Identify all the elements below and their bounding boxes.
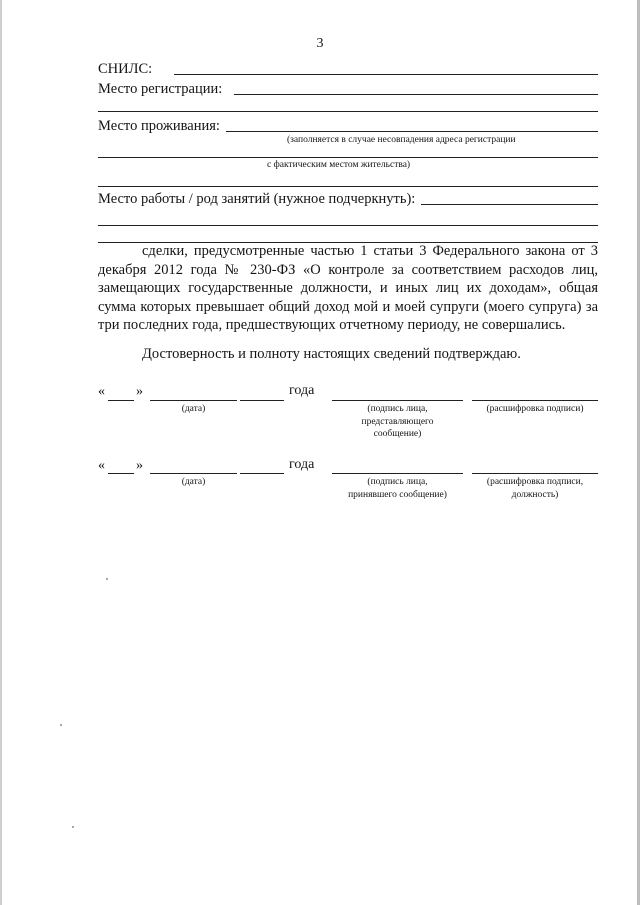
residence-field[interactable] <box>226 117 598 132</box>
snils-row <box>98 60 598 77</box>
work-field[interactable] <box>421 190 598 205</box>
snils-label: СНИЛС: <box>98 61 153 77</box>
signature-decode-field[interactable] <box>472 473 598 474</box>
month-field[interactable] <box>150 473 237 474</box>
signature-field[interactable] <box>332 473 463 474</box>
date-quote-open: « <box>98 458 105 473</box>
day-field[interactable] <box>108 400 134 401</box>
signature-decode-field[interactable] <box>472 400 598 401</box>
snils-field[interactable] <box>174 60 598 75</box>
date-quote-close: » <box>136 458 143 473</box>
residence-note-1: (заполняется в случае несовпадения адреса регистрации <box>287 135 516 145</box>
year-word: года <box>289 457 315 472</box>
page-number: 3 <box>316 36 324 51</box>
work-field-line-2[interactable] <box>98 225 598 226</box>
work-label: Место работы / род занятий (нужное подчеркнуть): <box>98 191 416 207</box>
decode-caption: (расшифровка подписи) <box>486 404 584 414</box>
date-caption: (дата) <box>181 477 206 487</box>
residence-field-line-3[interactable] <box>98 186 598 187</box>
signature-field[interactable] <box>332 400 463 401</box>
registration-label: Место регистрации: <box>98 81 223 97</box>
day-field[interactable] <box>108 473 134 474</box>
work-row <box>98 190 598 207</box>
month-field[interactable] <box>150 400 237 401</box>
scan-speck <box>60 724 62 726</box>
residence-row <box>98 117 598 134</box>
registration-field-line-2[interactable] <box>98 111 598 112</box>
residence-note-2: с фактическим местом жительства) <box>267 160 411 170</box>
confirmation-text: Достоверность и полноту настоящих сведений подтверждаю. <box>142 346 521 362</box>
registration-row <box>98 80 598 97</box>
decode-caption: (расшифровка подписи, должность) <box>486 477 584 500</box>
scan-speck <box>106 578 108 580</box>
registration-field[interactable] <box>234 80 598 95</box>
signature-caption: (подпись лица, принявшего сообщение) <box>348 477 447 500</box>
body-text: сделки, предусмотренные частью 1 статьи 3 Федерального закона от 3 декабря 2012 года № 230-ФЗ «О контроле за соответствием расходов лиц, замещающих государственные должности, и иных лиц их доходам», общая сумма которых превышает общий доход мой и моей супруги (моего супруга) за три последних года, предшествующих отчетному периоду, не совершались. <box>98 243 598 334</box>
scan-edge-left <box>0 0 2 905</box>
date-caption: (дата) <box>181 404 206 414</box>
date-quote-open: « <box>98 384 105 399</box>
year-field[interactable] <box>240 473 284 474</box>
scan-speck <box>72 826 74 828</box>
residence-field-line-2[interactable] <box>98 157 598 158</box>
year-field[interactable] <box>240 400 284 401</box>
year-word: года <box>289 383 315 398</box>
residence-label: Место проживания: <box>98 118 220 134</box>
body-paragraph <box>98 242 598 335</box>
date-quote-close: » <box>136 384 143 399</box>
signature-caption: (подпись лица, представляющего сообщение) <box>361 404 434 439</box>
